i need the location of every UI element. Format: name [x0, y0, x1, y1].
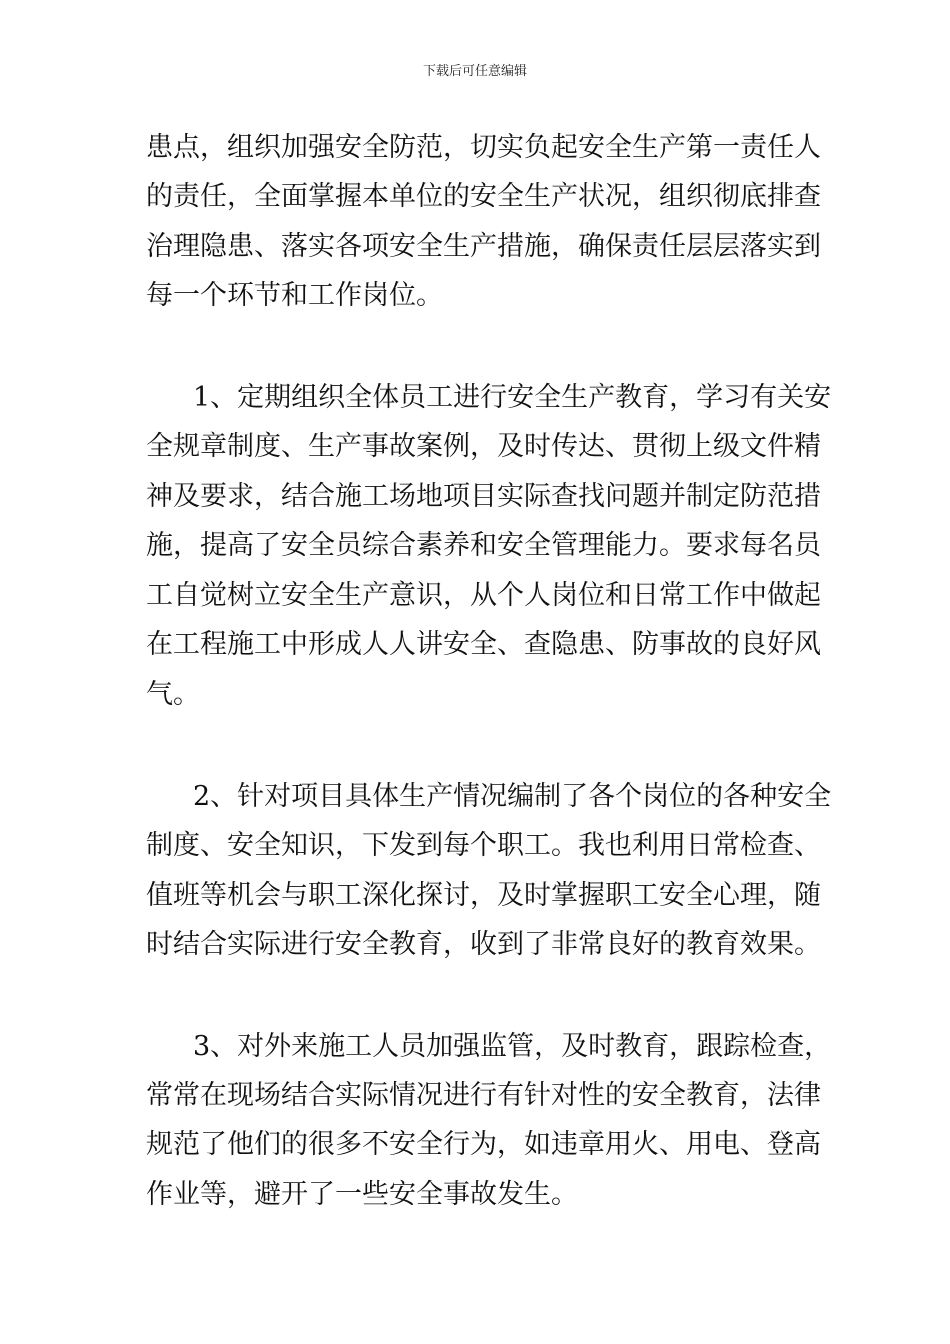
page-header: 下载后可任意编辑 — [422, 64, 527, 79]
paragraph-1-line-4: 每一个环节和工作岗位。 — [146, 280, 443, 311]
paragraph-3-line-3: 值班等机会与职工深化探讨，及时掌握职工安全心理，随 — [146, 880, 821, 911]
paragraph-1-line-2: 的责任，全面掌握本单位的安全生产状况，组织彻底排查 — [146, 181, 821, 212]
paragraph-4-line-4: 作业等，避开了一些安全事故发生。 — [146, 1179, 578, 1210]
paragraph-3-line-4: 时结合实际进行安全教育，收到了非常良好的教育效果。 — [146, 929, 821, 960]
paragraph-4-line-1: 3、对外来施工人员加强监管，及时教育，跟踪检查， — [193, 1031, 832, 1062]
paragraph-2-line-6: 在工程施工中形成人人讲安全、查隐患、防事故的良好风 — [146, 629, 821, 660]
paragraph-4-line-2: 常常在现场结合实际情况进行有针对性的安全教育，法律 — [146, 1080, 821, 1111]
paragraph-3-line-2: 制度、安全知识，下发到每个职工。我也利用日常检查、 — [146, 830, 821, 861]
paragraph-1-line-1: 患点，组织加强安全防范，切实负起安全生产第一责任人 — [146, 132, 821, 163]
paragraph-4-line-3: 规范了他们的很多不安全行为，如违章用火、用电、登高 — [146, 1129, 821, 1160]
paragraph-2-line-3: 神及要求，结合施工场地项目实际查找问题并制定防范措 — [146, 481, 821, 512]
paragraph-3-line-1: 2、针对项目具体生产情况编制了各个岗位的各种安全 — [193, 781, 832, 812]
paragraph-2-line-4: 施，提高了安全员综合素养和安全管理能力。要求每名员 — [146, 530, 821, 561]
paragraph-2-line-5: 工自觉树立安全生产意识，从个人岗位和日常工作中做起 — [146, 580, 821, 611]
paragraph-1-line-3: 治理隐患、落实各项安全生产措施，确保责任层层落实到 — [146, 231, 821, 262]
paragraph-2-line-2: 全规章制度、生产事故案例，及时传达、贯彻上级文件精 — [146, 431, 821, 462]
paragraph-2-line-1: 1、定期组织全体员工进行安全生产教育，学习有关安 — [193, 382, 832, 413]
paragraph-2-line-7: 气。 — [146, 679, 200, 710]
